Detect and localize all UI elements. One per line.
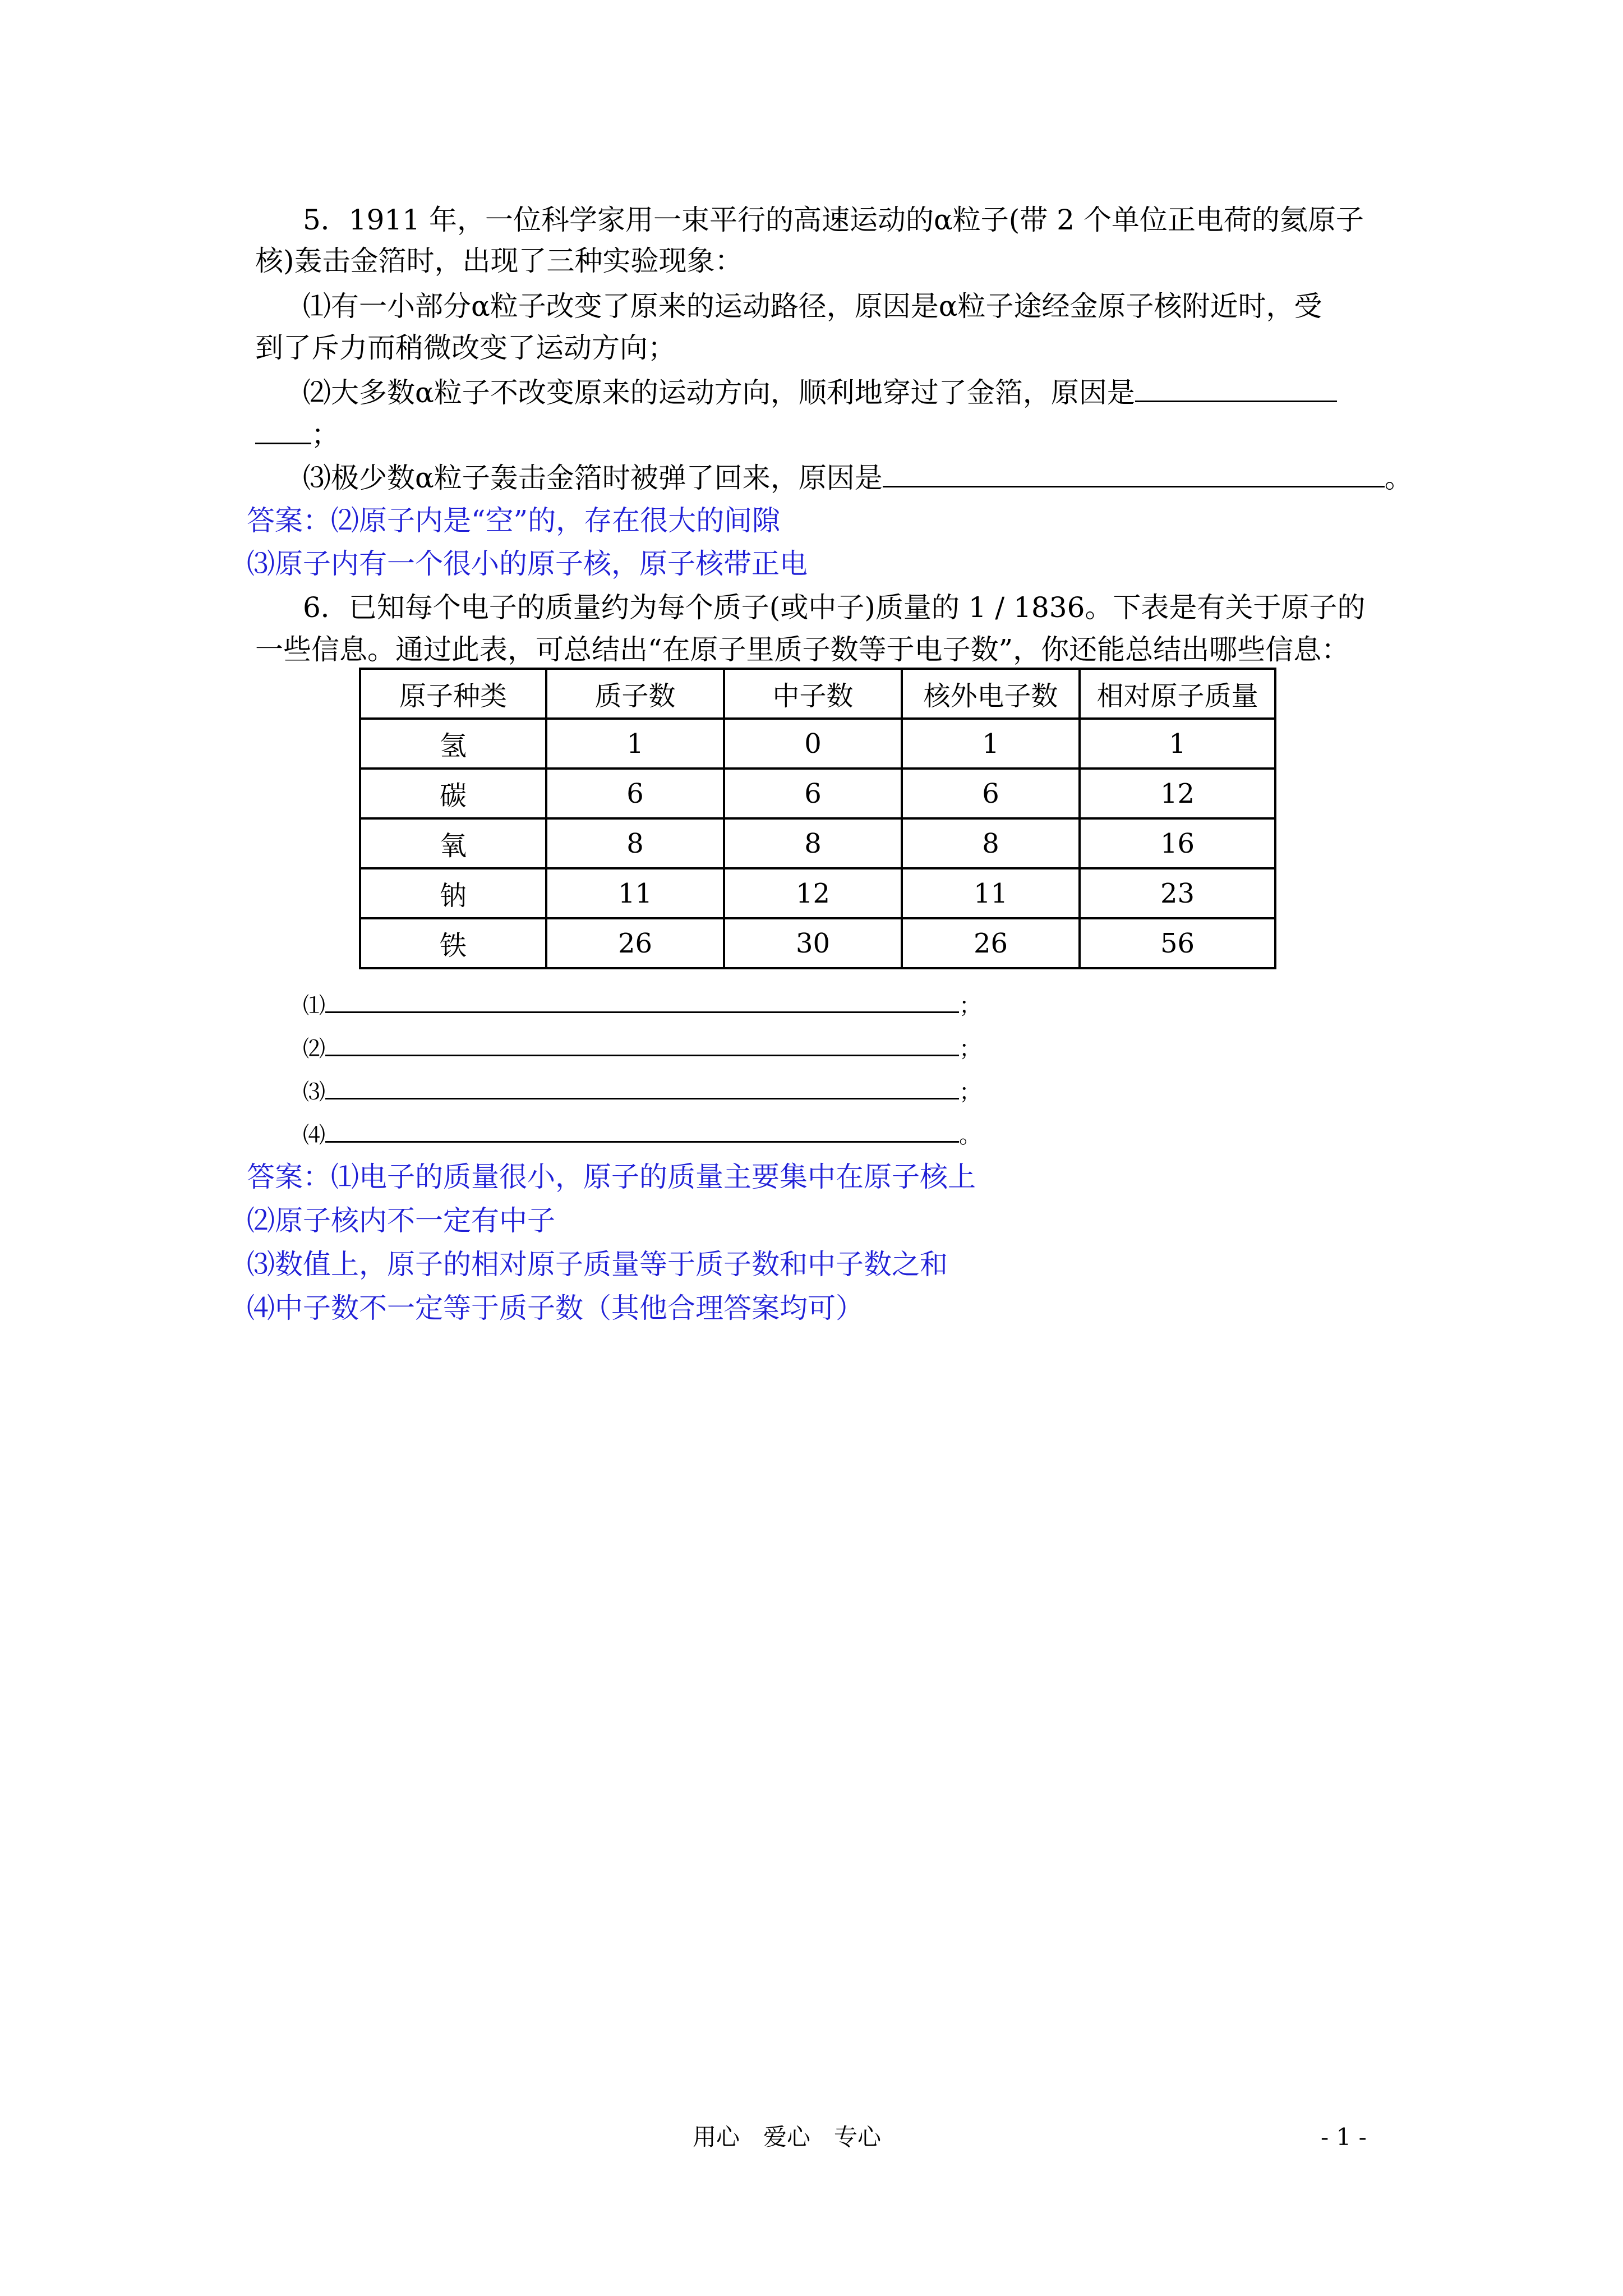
q6-blank-1[interactable]: [325, 991, 959, 1013]
table-cell: 0: [724, 719, 902, 769]
table-cell: 1: [546, 719, 724, 769]
table-row: [360, 918, 1275, 968]
q5-part1-line1: ⑴有一小部分α粒子改变了原来的运动路径，原因是α粒子途经金原子核附近时，受: [303, 290, 1322, 323]
table-cell: 12: [724, 868, 902, 918]
q6-blank-label: ⑶: [303, 1079, 325, 1105]
q6-blank-end: 。: [959, 1122, 981, 1148]
q6-blank-2[interactable]: [325, 1034, 959, 1056]
footer-motto: 用心 爱心 专心: [693, 2123, 882, 2151]
table-row: [360, 868, 1275, 918]
q6-blank-4[interactable]: [325, 1121, 959, 1143]
page-number: - 1 -: [1321, 2123, 1367, 2151]
q6-answer-3: ⑶数值上，原子的相对原子质量等于质子数和中子数之和: [247, 1248, 948, 1281]
q6-blank-end: ；: [959, 1036, 981, 1062]
q5-part2-line1: [303, 376, 1337, 409]
table-cell: 6: [902, 769, 1080, 818]
table-cell: 11: [902, 868, 1080, 918]
q5-part2-line2: [255, 418, 339, 452]
atom-info-table: [359, 668, 1276, 969]
table-cell: 12: [1080, 769, 1275, 818]
q6-line1: 6．已知每个电子的质量约为每个质子(或中子)质量的 1 / 1836。下表是有关于原子的: [303, 591, 1366, 624]
table-cell: 碳: [360, 769, 546, 818]
q5-line2: 核)轰击金箔时，出现了三种实验现象：: [255, 245, 743, 277]
q5-part1-line2: 到了斥力而稍微改变了运动方向；: [255, 332, 676, 364]
table-cell: 26: [902, 918, 1080, 968]
q6-blank-label: ⑷: [303, 1122, 325, 1148]
table-cell: 16: [1080, 818, 1275, 868]
q5-part2-end: ；: [311, 418, 339, 451]
table-cell: 11: [546, 868, 724, 918]
q6-blank-3[interactable]: [325, 1078, 959, 1099]
table-cell: 26: [546, 918, 724, 968]
table-header-cell: 质子数: [546, 669, 724, 719]
table-cell: 氢: [360, 719, 546, 769]
table-cell: 8: [546, 818, 724, 868]
table-header-cell: 中子数: [724, 669, 902, 719]
q6-blank-row-2: [303, 1032, 981, 1066]
q5-part2-text: ⑵大多数α粒子不改变原来的运动方向，顺利地穿过了金箔，原因是: [303, 376, 1135, 409]
q6-blank-row-3: [303, 1075, 981, 1109]
table-cell: 8: [902, 818, 1080, 868]
q6-blank-row-4: [303, 1119, 981, 1152]
q5-part3-end: 。: [1384, 462, 1413, 494]
table-cell: 1: [902, 719, 1080, 769]
table-row: [360, 769, 1275, 818]
table-cell: 23: [1080, 868, 1275, 918]
q5-answer-2: ⑶原子内有一个很小的原子核，原子核带正电: [247, 547, 808, 580]
table-header-cell: 核外电子数: [902, 669, 1080, 719]
table-cell: 铁: [360, 918, 546, 968]
q5-part3-text: ⑶极少数α粒子轰击金箔时被弹了回来，原因是: [303, 462, 883, 494]
table-cell: 8: [724, 818, 902, 868]
q6-blank-end: ；: [959, 1079, 981, 1105]
q6-line2: 一些信息。通过此表，可总结出“在原子里质子数等于电子数”，你还能总结出哪些信息：: [255, 633, 1350, 666]
q5-part3-line: [303, 461, 1413, 495]
q5-part3-blank[interactable]: [883, 461, 1385, 487]
q5-line1: 5．1911 年，一位科学家用一束平行的高速运动的α粒子(带 2 个单位正电荷的氦原子: [303, 204, 1364, 236]
q6-blank-end: ；: [959, 993, 981, 1019]
q5-answer-1: 答案：⑵原子内是“空”的，存在很大的间隙: [247, 504, 781, 537]
table-cell: 30: [724, 918, 902, 968]
table-cell: 56: [1080, 918, 1275, 968]
table-cell: 1: [1080, 719, 1275, 769]
table-header-row: [360, 669, 1275, 719]
q5-part2-blank-a[interactable]: [1135, 376, 1337, 402]
table-row: [360, 719, 1275, 769]
table-row: [360, 818, 1275, 868]
table-cell: 6: [724, 769, 902, 818]
table-cell: 6: [546, 769, 724, 818]
q6-answer-1: 答案：⑴电子的质量很小，原子的质量主要集中在原子核上: [247, 1161, 976, 1193]
q6-answer-4: ⑷中子数不一定等于质子数（其他合理答案均可）: [247, 1292, 864, 1324]
q6-blank-label: ⑵: [303, 1036, 325, 1062]
q6-blank-label: ⑴: [303, 993, 325, 1019]
q6-answer-2: ⑵原子核内不一定有中子: [247, 1204, 555, 1237]
q5-part2-blank-b[interactable]: [255, 418, 311, 444]
table-cell: 氧: [360, 818, 546, 868]
table-header-cell: 原子种类: [360, 669, 546, 719]
q6-blank-row-1: [303, 989, 981, 1023]
table-cell: 钠: [360, 868, 546, 918]
table-header-cell: 相对原子质量: [1080, 669, 1275, 719]
